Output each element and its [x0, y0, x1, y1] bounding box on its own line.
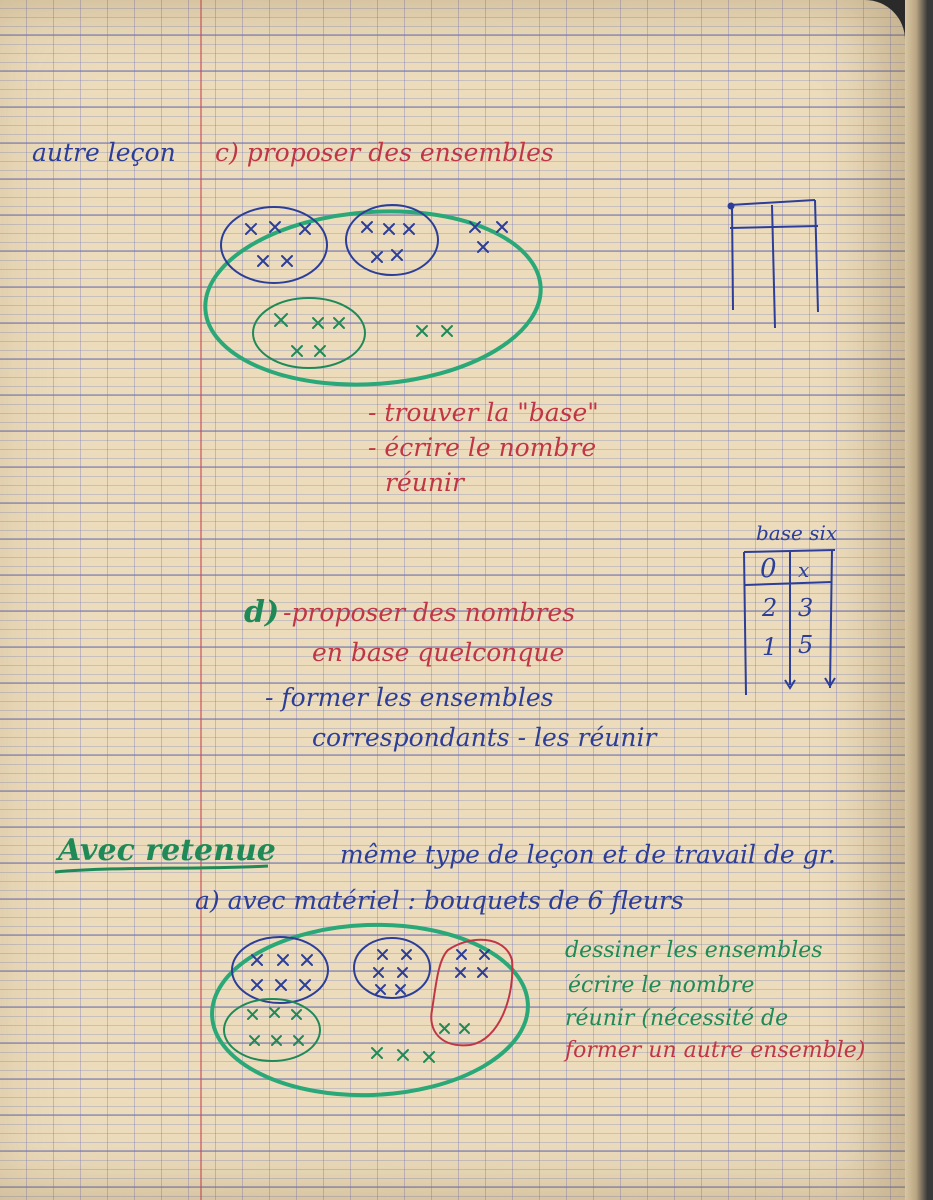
table-cell-r2c1: 2	[762, 594, 778, 622]
base-table-title: base six	[756, 521, 838, 545]
note-ecrire-nombre: - écrire le nombre	[368, 433, 597, 462]
note-former-autre: former un autre ensemble)	[565, 1038, 866, 1063]
subset-green-1	[253, 298, 365, 368]
subset-blue-1	[221, 207, 327, 283]
note-materiel: a) avec matériel : bouquets de 6 fleurs	[195, 886, 684, 915]
note-reunir-necessite: réunir (nécessité de	[565, 1006, 789, 1031]
note-autre-lecon: autre leçon	[32, 138, 176, 167]
note-reunir: réunir	[385, 468, 464, 497]
subset-green-2	[224, 999, 320, 1061]
table-cell-r1c2: x	[798, 558, 810, 582]
note-proposer-nombres: -proposer des nombres	[283, 598, 576, 627]
note-ecrire-nombre-2: écrire le nombre	[568, 973, 755, 998]
note-former-ensembles: - former les ensembles	[265, 683, 554, 712]
note-proposer-ensembles: c) proposer des ensembles	[215, 138, 554, 167]
table-cell-r1c1: 0	[760, 554, 777, 584]
note-d-label: d)	[244, 595, 280, 630]
note-dessiner: dessiner les ensembles	[565, 938, 823, 963]
table-cell-r2c2: 3	[798, 594, 814, 622]
subset-blue-2	[346, 205, 438, 275]
crosses-set-1	[246, 222, 507, 356]
underline-avec-retenue	[55, 866, 268, 872]
note-meme-type: même type de leçon et de travail de gr.	[340, 840, 836, 869]
base-six-table	[744, 550, 835, 695]
note-trouver-base: - trouver la "base"	[368, 398, 599, 427]
heading-avec-retenue: Avec retenue	[58, 833, 276, 868]
note-correspondants: correspondants - les réunir	[312, 723, 657, 752]
blank-place-value-table	[729, 200, 819, 328]
subset-blue-4	[354, 938, 430, 998]
table-cell-r3c2: 5	[798, 631, 814, 659]
table-cell-r3c1: 1	[762, 633, 778, 661]
note-base-quelconque: en base quelconque	[312, 638, 565, 667]
subset-blue-3	[232, 937, 328, 1003]
